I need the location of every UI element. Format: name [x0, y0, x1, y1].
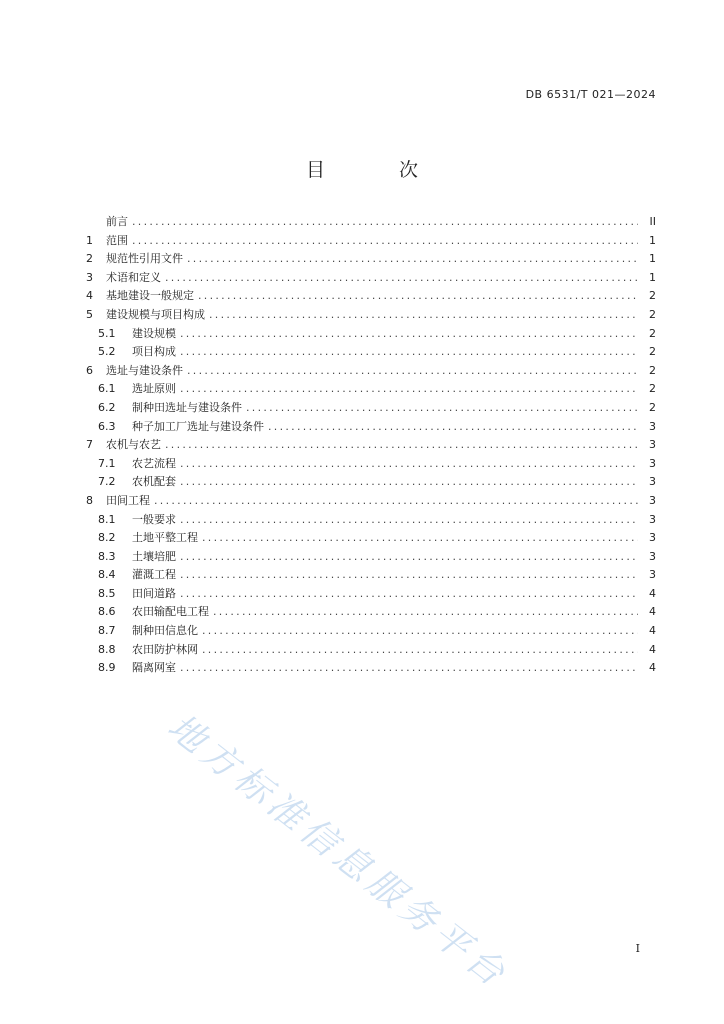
toc-entry-page: 3	[649, 531, 656, 545]
toc-entry-page: 4	[649, 586, 656, 600]
toc-leader-dots	[202, 531, 638, 544]
toc-entry-number: 8.8	[98, 642, 116, 656]
toc-entry-label: 农艺流程	[132, 456, 176, 470]
toc-entry[interactable]	[86, 473, 656, 492]
toc-entry-page: 4	[649, 661, 656, 675]
toc-leader-dots	[209, 308, 638, 321]
toc-entry-label: 制种田信息化	[132, 624, 198, 638]
toc-entry-page: 4	[649, 642, 656, 656]
toc-entry-label: 田间工程	[106, 493, 150, 507]
toc-entry-label: 选址原则	[132, 382, 176, 396]
toc-entry-number: 8.9	[98, 661, 116, 675]
toc-entry-label: 项目构成	[132, 345, 176, 359]
toc-leader-dots	[202, 624, 638, 637]
toc-entry-page: 3	[649, 438, 656, 452]
toc-entry-page: 3	[649, 475, 656, 489]
page-number: I	[635, 942, 640, 955]
toc-entry-label: 农机与农艺	[106, 438, 161, 452]
toc-entry[interactable]	[86, 269, 656, 288]
toc-entry[interactable]	[86, 641, 656, 660]
toc-leader-dots	[180, 513, 638, 526]
toc-entry-page: 3	[649, 456, 656, 470]
toc-entry[interactable]	[86, 548, 656, 567]
toc-entry-number: 8.5	[98, 586, 116, 600]
toc-entry-number: 3	[86, 270, 93, 284]
toc-leader-dots	[213, 605, 638, 618]
watermark: 地方标准信息服务平台	[159, 706, 517, 998]
toc-entry-number: 8.2	[98, 531, 116, 545]
toc-entry-number: 2	[86, 252, 93, 266]
toc-entry-number: 6	[86, 363, 93, 377]
toc-entry-label: 制种田选址与建设条件	[132, 400, 242, 414]
toc-leader-dots	[180, 587, 638, 600]
toc-entry-page: 3	[649, 549, 656, 563]
toc-entry-number: 7	[86, 438, 93, 452]
toc-leader-dots	[180, 382, 638, 395]
document-code: DB 6531/T 021—2024	[525, 88, 656, 101]
toc-entry-page: 4	[649, 605, 656, 619]
toc-leader-dots	[180, 568, 638, 581]
toc-entry-page: 1	[649, 252, 656, 266]
toc-entry[interactable]	[86, 529, 656, 548]
toc-entry[interactable]	[86, 232, 656, 251]
toc-leader-dots	[165, 271, 638, 284]
toc-entry-page: 3	[649, 512, 656, 526]
table-of-contents	[86, 213, 656, 678]
toc-entry-page: II	[649, 215, 656, 228]
toc-leader-dots	[187, 364, 638, 377]
toc-entry[interactable]	[86, 287, 656, 306]
toc-entry-label: 农田输配电工程	[132, 605, 209, 619]
toc-entry-number: 8.4	[98, 568, 116, 582]
toc-entry-number: 6.1	[98, 382, 116, 396]
toc-entry-label: 灌溉工程	[132, 568, 176, 582]
page-title: 目 次	[305, 159, 453, 181]
toc-entry-label: 农机配套	[132, 475, 176, 489]
toc-entry-label: 建设规模与项目构成	[106, 307, 205, 321]
toc-entry-number: 4	[86, 289, 93, 303]
toc-entry-label: 前言	[106, 215, 128, 228]
toc-entry-page: 3	[649, 568, 656, 582]
toc-entry-number: 8.3	[98, 549, 116, 563]
toc-entry-number: 8.6	[98, 605, 116, 619]
toc-leader-dots	[268, 420, 638, 433]
toc-entry-number: 5.1	[98, 326, 116, 340]
toc-entry-page: 3	[649, 419, 656, 433]
toc-leader-dots	[180, 661, 638, 674]
toc-entry-number: 6.2	[98, 400, 116, 414]
toc-entry-page: 2	[649, 345, 656, 359]
toc-entry-page: 2	[649, 289, 656, 303]
toc-leader-dots	[180, 457, 638, 470]
toc-entry-label: 土地平整工程	[132, 531, 198, 545]
toc-entry[interactable]	[86, 436, 656, 455]
toc-entry-page: 3	[649, 493, 656, 507]
toc-leader-dots	[180, 550, 638, 563]
toc-entry-number: 1	[86, 233, 93, 247]
toc-entry-page: 1	[649, 233, 656, 247]
toc-entry-page: 2	[649, 307, 656, 321]
toc-entry[interactable]	[86, 603, 656, 622]
toc-entry-number: 8.1	[98, 512, 116, 526]
toc-entry[interactable]	[86, 306, 656, 325]
toc-entry[interactable]	[86, 213, 656, 232]
toc-leader-dots	[202, 643, 638, 656]
toc-entry-label: 隔离网室	[132, 661, 176, 675]
toc-entry[interactable]	[86, 325, 656, 344]
toc-entry-page: 2	[649, 326, 656, 340]
toc-entry[interactable]	[86, 659, 656, 678]
toc-entry-label: 基地建设一般规定	[106, 289, 194, 303]
toc-entry[interactable]	[86, 566, 656, 585]
toc-entry-label: 田间道路	[132, 586, 176, 600]
toc-entry-number: 8.7	[98, 624, 116, 638]
toc-entry-number: 5	[86, 307, 93, 321]
toc-leader-dots	[180, 345, 638, 358]
toc-entry-label: 范围	[106, 233, 128, 247]
toc-leader-dots	[165, 438, 638, 451]
toc-entry-label: 建设规模	[132, 326, 176, 340]
toc-entry[interactable]	[86, 362, 656, 381]
toc-leader-dots	[187, 252, 638, 265]
toc-entry-number: 5.2	[98, 345, 116, 359]
toc-entry-label: 农田防护林网	[132, 642, 198, 656]
toc-entry[interactable]	[86, 511, 656, 530]
toc-entry[interactable]	[86, 250, 656, 269]
toc-entry-label: 选址与建设条件	[106, 363, 183, 377]
toc-leader-dots	[154, 494, 638, 507]
toc-entry-page: 1	[649, 270, 656, 284]
toc-entry[interactable]	[86, 399, 656, 418]
toc-entry[interactable]	[86, 343, 656, 362]
toc-entry-label: 一般要求	[132, 512, 176, 526]
toc-entry-label: 规范性引用文件	[106, 252, 183, 266]
toc-entry-page: 4	[649, 624, 656, 638]
toc-entry-label: 种子加工厂选址与建设条件	[132, 419, 264, 433]
toc-entry[interactable]	[86, 455, 656, 474]
toc-leader-dots	[246, 401, 638, 414]
toc-leader-dots	[198, 289, 638, 302]
toc-entry-number: 8	[86, 493, 93, 507]
toc-entry-number: 6.3	[98, 419, 116, 433]
toc-entry[interactable]	[86, 622, 656, 641]
toc-entry-page: 2	[649, 400, 656, 414]
toc-entry-page: 2	[649, 382, 656, 396]
toc-entry[interactable]	[86, 492, 656, 511]
toc-entry[interactable]	[86, 418, 656, 437]
toc-entry[interactable]	[86, 585, 656, 604]
toc-entry-number: 7.2	[98, 475, 116, 489]
toc-leader-dots	[132, 215, 638, 228]
toc-leader-dots	[180, 327, 638, 340]
toc-entry-label: 术语和定义	[106, 270, 161, 284]
toc-leader-dots	[132, 234, 638, 247]
toc-entry-page: 2	[649, 363, 656, 377]
toc-entry-number: 7.1	[98, 456, 116, 470]
toc-entry[interactable]	[86, 380, 656, 399]
toc-entry-label: 土壤培肥	[132, 549, 176, 563]
toc-leader-dots	[180, 475, 638, 488]
